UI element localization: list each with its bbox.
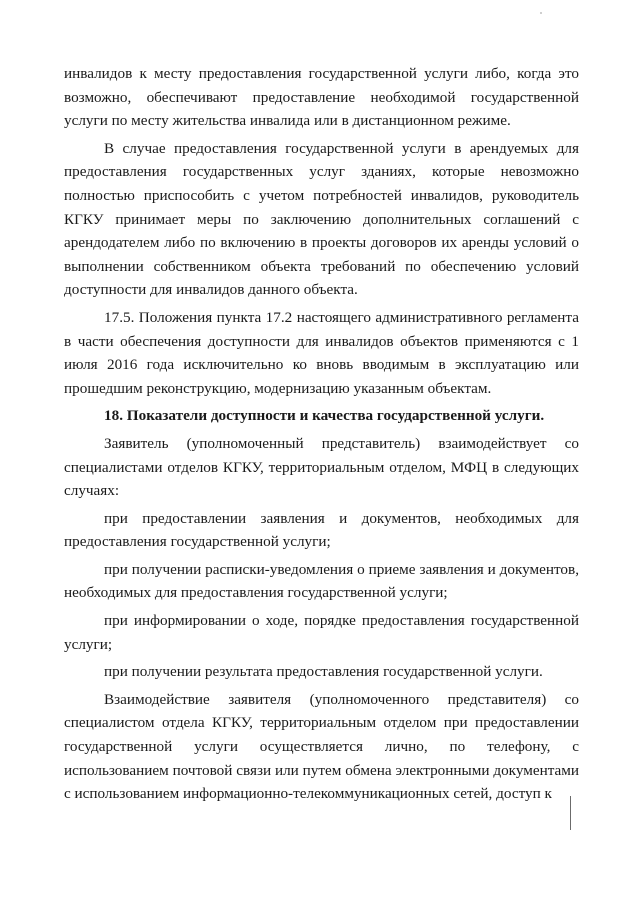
section-heading-18: 18. Показатели доступности и качества государственной услуги. — [104, 407, 545, 425]
list-item-receipt: при получении расписки-уведомления о приеме заявления и документов, необходимых для предоставления государственной услуги; — [64, 560, 579, 602]
paragraph-interaction-methods: Взаимодействие заявителя (уполномоченного представителя) со специалистом отдела КГКУ, территориальным отделом при предоставлении государственной услуги осуществляется лично, по телефону, с использованием почтовой связи или путем обмена электронными документами с использованием информационно-телекоммуникационных сетей, доступ к — [64, 690, 579, 803]
document-body — [64, 62, 579, 810]
list-item-informing: при информировании о ходе, порядке предоставления государственной услуги; — [64, 612, 579, 653]
paragraph-applicant-interaction: Заявитель (уполномоченный представитель) взаимодействует со специалистами отделов КГКУ, территориальным отделом, МФЦ в следующих случаях: — [64, 434, 579, 500]
list-item-result: при получении результата предоставления государственной услуги. — [104, 663, 543, 681]
scan-speck — [540, 12, 542, 14]
paragraph-leased-buildings: В случае предоставления государственной услуги в арендуемых для предоставления государственных услуг зданиях, которые невозможно полностью приспособить с учетом потребностей инвалидов, руководитель КГКУ принимает меры по заключению дополнительных соглашений с арендодателем либо по включению в проекты договоров их аренды условий о выполнении собственником объекта требований по обеспечению условий доступности для инвалидов данного объекта. — [64, 139, 579, 299]
scan-artifact-line — [570, 796, 571, 830]
list-item-submission: при предоставлении заявления и документов, необходимых для предоставления государственной услуги; — [64, 509, 579, 551]
paragraph-continuation: инвалидов к месту предоставления государственной услуги либо, когда это возможно, обеспечивают предоставление необходимой государственной услуги по месту жительства инвалида или в дистанционном режиме. — [64, 65, 579, 130]
paragraph-17-5: 17.5. Положения пункта 17.2 настоящего административного регламента в части обеспечения доступности для инвалидов объектов применяются с 1 июля 2016 года исключительно ко вновь вводимым в эксплуатацию или прошедшим реконструкцию, модернизацию указанным объектам. — [64, 308, 579, 397]
